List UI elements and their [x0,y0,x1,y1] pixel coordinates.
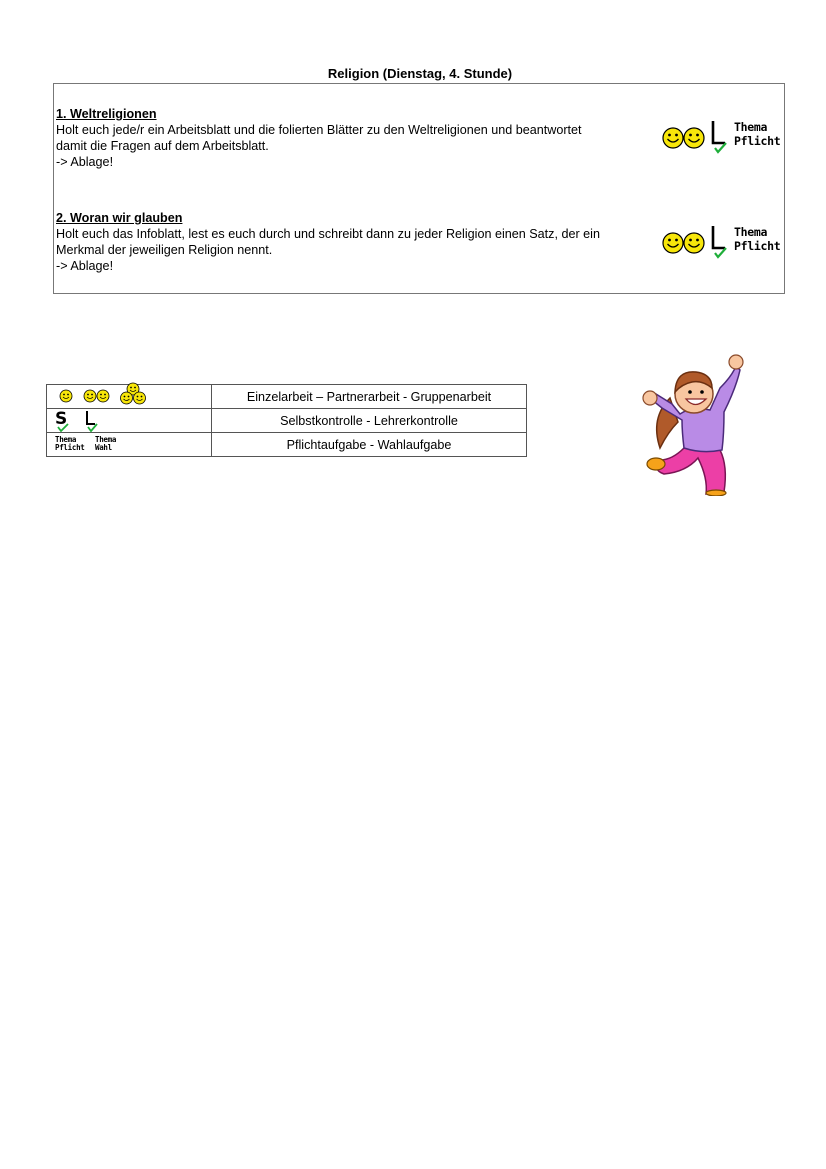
smiley-pair-icon [83,389,110,403]
teacher-check-icon [708,118,730,154]
task-heading: 2. Woran wir glauben [56,211,183,225]
thema-label: Thema [734,120,768,134]
teacher-check-icon [83,410,101,433]
legend-row [47,409,527,433]
teacher-check-icon [708,223,730,259]
smiley-pair-icon [662,231,706,255]
pflicht-label: Pflicht [734,134,781,148]
single-smiley-icon [59,389,73,403]
thema-wahl-label [95,436,116,452]
legend-icons [47,433,212,457]
page-title: Religion (Dienstag, 4. Stunde) [327,66,513,81]
self-check-icon [56,423,70,432]
task-text-line: Holt euch das Infoblatt, lest es euch durch und schreibt dann zu jeder Religion einen Satz, der ein [56,227,600,241]
task-text-line: -> Ablage! [56,155,114,169]
thema-label: Thema [734,225,768,239]
pflicht-label: Pflicht [55,443,85,452]
legend-icons [47,409,212,433]
jumping-girl-illustration [632,348,744,496]
legend-text: Einzelarbeit – Partnerarbeit - Gruppenarbeit [212,385,527,409]
task-text-line: Holt euch jede/r ein Arbeitsblatt und die folierten Blätter zu den Weltreligionen und beantwortet [56,123,582,137]
task-text-line: Merkmal der jeweiligen Religion nennt. [56,243,273,257]
legend-text: Pflichtaufgabe - Wahlaufgabe [212,433,527,457]
task-text-line: damit die Fragen auf dem Arbeitsblatt. [56,139,269,153]
legend-row [47,385,527,409]
task-heading: 1. Weltreligionen [56,107,157,121]
legend-text: Selbstkontrolle - Lehrerkontrolle [212,409,527,433]
task-weltreligionen [56,106,661,170]
smiley-pair-icon [662,126,706,150]
wahl-label: Wahl [95,443,112,452]
task-marker [662,118,781,154]
task-box [53,83,785,294]
task-text-line: -> Ablage! [56,259,114,273]
legend-table [46,384,527,457]
task-marker [662,223,781,259]
legend-row [47,433,527,457]
thema-label: Thema [95,435,117,444]
smiley-group-icon [119,382,147,406]
thema-label: Thema [55,435,77,444]
pflicht-label: Pflicht [734,239,781,253]
thema-pflicht-label [55,436,85,452]
legend-icons [47,385,212,409]
self-check-letter: S [55,409,68,429]
task-woran-wir-glauben [56,210,661,274]
